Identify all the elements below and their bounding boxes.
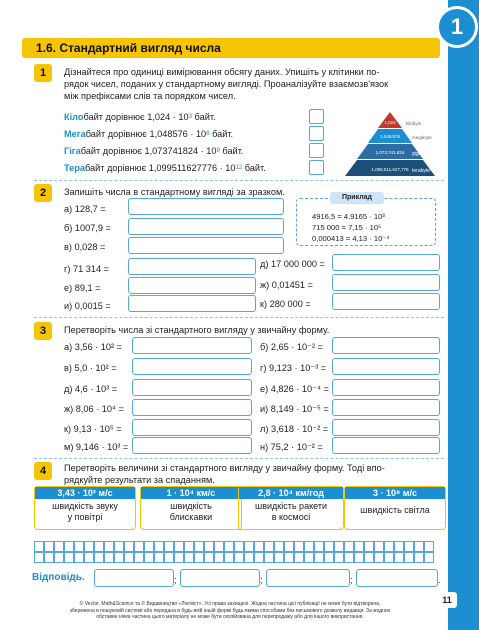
unit-row-kilo [64,111,216,123]
answer-field[interactable] [128,198,284,215]
task-3-item: д) 4,6 · 10³ = [64,384,118,394]
pyramid-word: kilobyte [406,121,422,126]
grid-cell[interactable] [254,552,264,563]
page-number: 11 [437,592,457,608]
answer-cell[interactable] [309,126,324,141]
grid-cell[interactable] [224,541,234,552]
grid-cell[interactable] [354,552,364,563]
grid-cell[interactable] [264,552,274,563]
grid-cell[interactable] [214,541,224,552]
grid-cell[interactable] [254,541,264,552]
task-2-number: 2 [34,184,52,202]
task-1-text-line: рядок чисел, поданих у стандартному вигляді. Проаналізуйте взаємозв'язок [64,79,389,89]
section-title: 1.6. Стандартний вигляд числа [36,41,221,55]
exponent: 12 [235,165,243,171]
grid-cell[interactable] [294,541,304,552]
task-3-item: л) 3,618 · 10⁻² = [260,424,329,434]
grid-cell[interactable] [174,552,184,563]
pyramid-label: 1,099,511,627,776 [371,167,409,172]
example-line: 715 000 = 7,15 · 10⁵ [312,223,382,232]
divider [34,458,444,459]
grid-cell[interactable] [304,552,314,563]
grid-cell[interactable] [74,541,84,552]
grid-cell[interactable] [314,541,324,552]
grid-cell[interactable] [154,541,164,552]
grid-cell[interactable] [34,552,44,563]
side-decoration-bar [448,0,479,630]
grid-cell[interactable] [284,541,294,552]
speed-value: 3,43 · 10² м/с [35,487,135,499]
grid-cell[interactable] [194,552,204,563]
grid-cell[interactable] [304,541,314,552]
answer-field[interactable] [132,379,252,396]
grid-cell[interactable] [104,552,114,563]
section-header [22,38,440,58]
speed-label: швидкість ракети [255,501,327,511]
data-units-pyramid [340,110,440,178]
task-2-item: е) 89,1 = [64,283,101,293]
grid-cell[interactable] [84,552,94,563]
answer-field[interactable] [332,274,440,291]
grid-cell[interactable] [114,552,124,563]
answer-field[interactable] [128,237,284,254]
task-3-item: м) 9,146 · 10³ = [64,442,129,452]
pyramid-word: terabyte [412,168,431,174]
grid-cell[interactable] [424,541,434,552]
speed-card [140,486,242,530]
footer-line: обставин ніяка частина цього матеріалу не може бути скопійована для перепродажу або для іншого використання. [96,614,364,620]
answer-field[interactable] [266,569,350,587]
task-3-item: ж) 8,06 · 10⁴ = [64,404,124,414]
answer-field[interactable] [128,258,256,275]
grid-cell[interactable] [174,541,184,552]
section-number-badge: 1 [436,6,478,48]
separator: . [438,575,441,585]
task-2-item: а) 128,7 = [64,204,106,214]
task-2-item: к) 280 000 = [260,299,311,309]
grid-cell[interactable] [204,541,214,552]
exponent: 9 [216,148,220,154]
grid-cell[interactable] [164,552,174,563]
grid-cell[interactable] [64,552,74,563]
speed-card [238,486,344,530]
answer-field[interactable] [356,569,438,587]
grid-cell[interactable] [384,552,394,563]
grid-cell[interactable] [54,541,64,552]
grid-cell[interactable] [364,541,374,552]
grid-cell[interactable] [34,541,44,552]
answer-field[interactable] [128,277,256,294]
speed-label: у повітрі [67,512,103,522]
grid-cell[interactable] [164,541,174,552]
grid-cell[interactable] [364,552,374,563]
unit-row-mega [64,128,233,140]
pyramid-label: 1,048,576 [379,134,401,139]
speed-value: 2,8 · 10⁴ км/год [239,487,343,499]
speed-value: 3 · 10⁸ м/с [345,487,445,499]
task-1-number: 1 [34,64,52,82]
footer-line: збережена в пошуковій системі або передана в будь-якій іншій формі будь-якими способами без письмового дозволу видавця. За жодних [69,607,391,614]
speed-label: блискавки [169,512,213,522]
grid-cell[interactable] [214,552,224,563]
grid-cell[interactable] [194,541,204,552]
task-1-text-line: між префіксами слів та порядком чисел. [64,91,236,101]
answer-field[interactable] [332,293,440,310]
divider [34,317,444,318]
grid-cell[interactable] [94,541,104,552]
speed-card [344,486,446,530]
task-2-title: Запишіть числа в стандартному вигляді за зразком. [64,187,285,197]
grid-cell[interactable] [74,552,84,563]
answer-field[interactable] [132,358,252,375]
speed-label: в космосі [271,512,311,522]
grid-cell[interactable] [264,541,274,552]
grid-cell[interactable] [124,552,134,563]
example-line: 4916,5 = 4,9165 · 10³ [312,212,385,221]
pyramid-word: gigabyte [412,151,431,157]
grid-cell[interactable] [114,541,124,552]
task-3-item: и) 8,149 · 10⁻⁵ = [260,404,329,414]
speed-label: швидкість світла [360,505,430,515]
unit-text: байт дорівнює 1,024 · 10 [83,112,189,122]
task-3-item: в) 5,0 · 10² = [64,363,117,373]
answer-cell[interactable] [309,143,324,158]
answer-field[interactable] [332,437,440,454]
exponent: 6 [206,131,210,137]
grid-cell[interactable] [144,552,154,563]
unit-end: байт. [191,112,216,122]
grid-cell[interactable] [334,541,344,552]
task-1-text-line: Дізнайтеся про одиниці вимірювання обсягу даних. Упишіть у клітинки по- [64,67,380,77]
task-4-text-line: Перетворіть величини зі стандартного вигляду у звичайну форму. Тоді впо- [64,463,385,473]
speed-label: швидкість звуку [52,501,118,511]
grid-cell[interactable] [244,541,254,552]
grid-cell[interactable] [124,541,134,552]
answer-field[interactable] [128,218,284,235]
grid-cell[interactable] [344,552,354,563]
grid-cell[interactable] [334,552,344,563]
answer-label: Відповідь. [32,572,85,583]
answer-field[interactable] [132,399,252,416]
grid-cell[interactable] [404,541,414,552]
pyramid-label: 1,024 [384,120,396,125]
grid-cell[interactable] [184,541,194,552]
task-4-number: 4 [34,462,52,480]
grid-cell[interactable] [154,552,164,563]
copyright-footer [30,601,430,621]
grid-cell[interactable] [104,541,114,552]
speed-card [34,486,136,530]
answer-field[interactable] [332,419,440,436]
answer-field[interactable] [132,337,252,354]
speed-label: швидкість [170,501,212,511]
answer-field[interactable] [332,254,440,271]
grid-cell[interactable] [244,552,254,563]
task-3-item: к) 9,13 · 10⁵ = [64,424,122,434]
task-2-item: г) 71 314 = [64,264,109,274]
grid-cell[interactable] [414,552,424,563]
grid-cell[interactable] [324,541,334,552]
task-3-item: а) 3,56 · 10² = [64,342,122,352]
separator: ; [174,575,177,585]
grid-cell[interactable] [404,552,414,563]
separator: ; [260,575,263,585]
example-line: 0,000413 = 4,13 · 10⁻⁴ [312,234,390,243]
answer-field[interactable] [128,295,256,312]
unit-end: байт. [242,163,266,173]
grid-cell[interactable] [84,541,94,552]
task-4-text-line: рядкуйте результати за спаданням. [64,475,215,485]
grid-cell[interactable] [274,552,284,563]
task-3-item: н) 75,2 · 10⁻² = [260,442,323,452]
task-2-item: в) 0,028 = [64,242,106,252]
answer-field[interactable] [332,399,440,416]
answer-field[interactable] [132,419,252,436]
grid-cell[interactable] [394,541,404,552]
speed-value: 1 · 10⁴ км/с [141,487,241,499]
unit-end: байт. [219,146,244,156]
grid-cell[interactable] [224,552,234,563]
answer-cell[interactable] [309,160,324,175]
task-3-title: Перетворіть числа зі стандартного вигляду у звичайну форму. [64,325,330,335]
grid-cell[interactable] [284,552,294,563]
unit-row-tera [64,162,266,174]
task-3-number: 3 [34,322,52,340]
example-title: Приклад [330,192,384,204]
grid-cell[interactable] [144,541,154,552]
prefix-label: Мега [64,129,86,139]
grid-cell[interactable] [234,552,244,563]
answer-field[interactable] [332,337,440,354]
task-2-item: и) 0,0015 = [64,301,111,311]
answer-field[interactable] [332,379,440,396]
grid-cell[interactable] [184,552,194,563]
grid-cell[interactable] [234,541,244,552]
footer-line: © Vector. Math&Science та © Видавництво «Лінгвіст». Усі права захищені. Жодна частина цієї публікації не може бути відтворена, [79,601,381,607]
answer-cell[interactable] [309,109,324,124]
grid-cell[interactable] [314,552,324,563]
task-3-item: б) 2,65 · 10⁻² = [260,342,323,352]
unit-text: байт дорівнює 1,048576 · 10 [85,129,207,139]
prefix-label: Кіло [64,112,84,122]
grid-cell[interactable] [384,541,394,552]
grid-cell[interactable] [424,552,434,563]
task-2-item: ж) 0,01451 = [260,280,313,290]
divider [34,180,444,181]
exponent: 3 [188,114,192,120]
prefix-label: Тера [64,163,85,173]
grid-cell[interactable] [294,552,304,563]
grid-cell[interactable] [394,552,404,563]
grid-cell[interactable] [44,552,54,563]
unit-row-giga [64,145,243,157]
grid-cell[interactable] [64,541,74,552]
unit-end: байт. [209,129,234,139]
grid-cell[interactable] [324,552,334,563]
unit-text: байт дорівнює 1,073741824 · 10 [80,146,217,156]
grid-cell[interactable] [344,541,354,552]
grid-cell[interactable] [354,541,364,552]
grid-cell[interactable] [94,552,104,563]
task-2-item: д) 17 000 000 = [260,259,325,269]
unit-text: байт дорівнює 1,099511627776 · 10 [85,163,236,173]
grid-cell[interactable] [374,541,384,552]
grid-cell[interactable] [374,552,384,563]
task-2-item: б) 1007,9 = [64,223,111,233]
grid-cell[interactable] [204,552,214,563]
answer-field[interactable] [180,569,260,587]
grid-cell[interactable] [134,552,144,563]
grid-cell[interactable] [414,541,424,552]
answer-field[interactable] [332,358,440,375]
pyramid-label: 1,073,741,824 [375,150,405,155]
separator: ; [350,575,353,585]
grid-cell[interactable] [44,541,54,552]
task-3-item: е) 4,826 · 10⁻⁴ = [260,384,329,394]
grid-cell[interactable] [54,552,64,563]
grid-cell[interactable] [274,541,284,552]
task-3-item: г) 9,123 · 10⁻³ = [260,363,327,373]
answer-field[interactable] [132,437,252,454]
grid-cell[interactable] [134,541,144,552]
answer-field[interactable] [94,569,174,587]
prefix-label: Гіга [64,146,81,156]
pyramid-word: megabyte [412,135,432,140]
